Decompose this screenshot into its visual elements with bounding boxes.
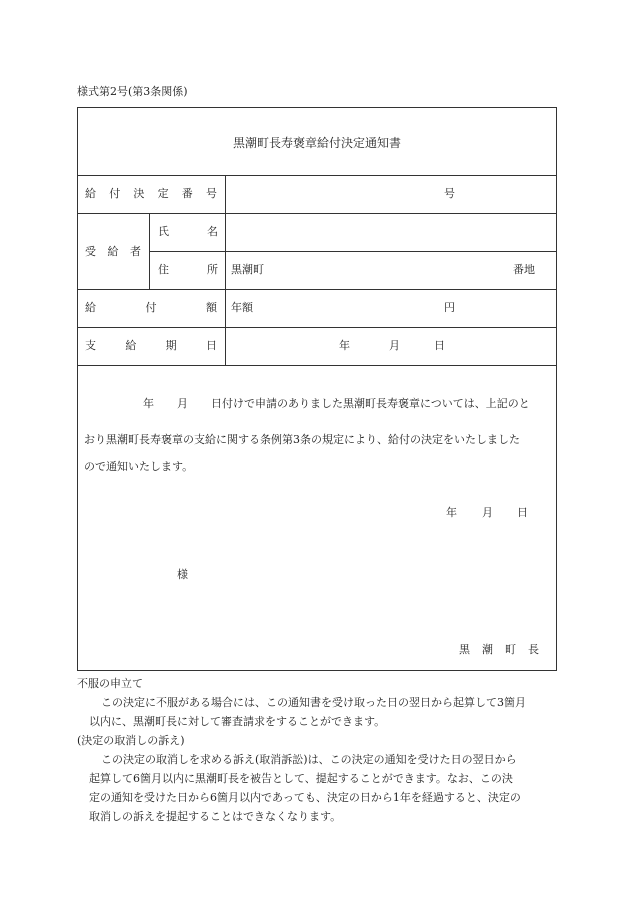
divider (77, 327, 557, 328)
revocation-heading: (決定の取消しの訴え) (77, 734, 185, 747)
label-char: 支 (85, 339, 96, 352)
body-line-3: ので通知いたします。 (84, 460, 194, 473)
divider (149, 213, 150, 289)
label-char: 付 (145, 301, 157, 314)
divider (225, 175, 226, 365)
label-char: 受 (85, 245, 96, 258)
label-char: 定 (157, 187, 169, 200)
label-char: 給 (125, 339, 137, 352)
body-line-1: 日付けで申請のありました黒潮町長寿褒章については、上記のと (211, 397, 530, 410)
addressee-suffix: 様 (177, 568, 188, 581)
amount-label (85, 302, 217, 313)
revocation-line-4: 取消しの訴えを提起することはできなくなります。 (89, 810, 342, 823)
label-char: 給 (85, 187, 96, 200)
label-char: 日 (205, 339, 217, 352)
payment-day: 日 (434, 339, 445, 352)
address-suffix: 番地 (513, 263, 535, 276)
objection-line-1: この決定に不服がある場合には、この通知書を受け取った日の翌日から起算して3箇月 (101, 696, 526, 709)
divider (77, 289, 557, 290)
amount-prefix: 年額 (231, 301, 253, 314)
decision-number-suffix: 号 (444, 187, 455, 200)
label-char: 者 (130, 245, 141, 258)
label-char: 期 (165, 339, 177, 352)
label-char: 額 (206, 301, 217, 314)
decision-number-label (85, 188, 217, 199)
label-char: 給 (85, 301, 96, 314)
label-char: 町 (505, 643, 516, 656)
address-prefix: 黒潮町 (231, 263, 264, 276)
label-char: 名 (207, 225, 218, 238)
recipient-label (85, 246, 141, 257)
date-day: 日 (517, 506, 528, 519)
label-char: 潮 (482, 643, 493, 656)
date-year: 年 (446, 506, 457, 519)
body-line-2: おり黒潮町長寿褒章の支給に関する条例第3条の規定により、給付の決定をいたしました (84, 433, 520, 446)
label-char: 氏 (158, 225, 169, 238)
label-char: 付 (109, 187, 121, 200)
address-label (158, 264, 218, 275)
label-char: 番 (181, 187, 193, 200)
label-char: 住 (158, 263, 169, 276)
revocation-line-1: この決定の取消しを求める訴え(取消訴訟)は、この決定の通知を受けた日の翌日から (101, 753, 517, 766)
body-year: 年 (143, 397, 154, 410)
label-char: 決 (133, 187, 145, 200)
label-char: 給 (107, 245, 119, 258)
label-char: 黒 (459, 643, 470, 656)
payment-year: 年 (339, 339, 350, 352)
payment-period-label (85, 340, 217, 351)
payment-month: 月 (389, 339, 400, 352)
objection-heading: 不服の申立て (77, 677, 143, 690)
revocation-line-2: 起算して6箇月以内に黒潮町長を被告として、提起することができます。なお、この決 (89, 772, 513, 785)
document-title: 黒潮町長寿褒章給付決定通知書 (232, 136, 401, 150)
divider (149, 251, 557, 252)
divider (77, 175, 557, 176)
form-number-label: 様式第2号(第3条関係) (77, 85, 188, 98)
body-month: 月 (177, 397, 188, 410)
objection-line-2: 以内に、黒潮町長に対して審査請求をすることができます。 (89, 715, 386, 728)
divider (77, 365, 557, 366)
name-label (158, 226, 218, 237)
date-month: 月 (482, 506, 493, 519)
label-char: 長 (528, 643, 539, 656)
amount-unit: 円 (444, 301, 455, 314)
label-char: 号 (205, 187, 217, 200)
revocation-line-3: 定の通知を受けた日から6箇月以内であっても、決定の日から1年を経過すると、決定の (89, 791, 521, 804)
issuer (459, 644, 539, 655)
label-char: 所 (207, 263, 218, 276)
